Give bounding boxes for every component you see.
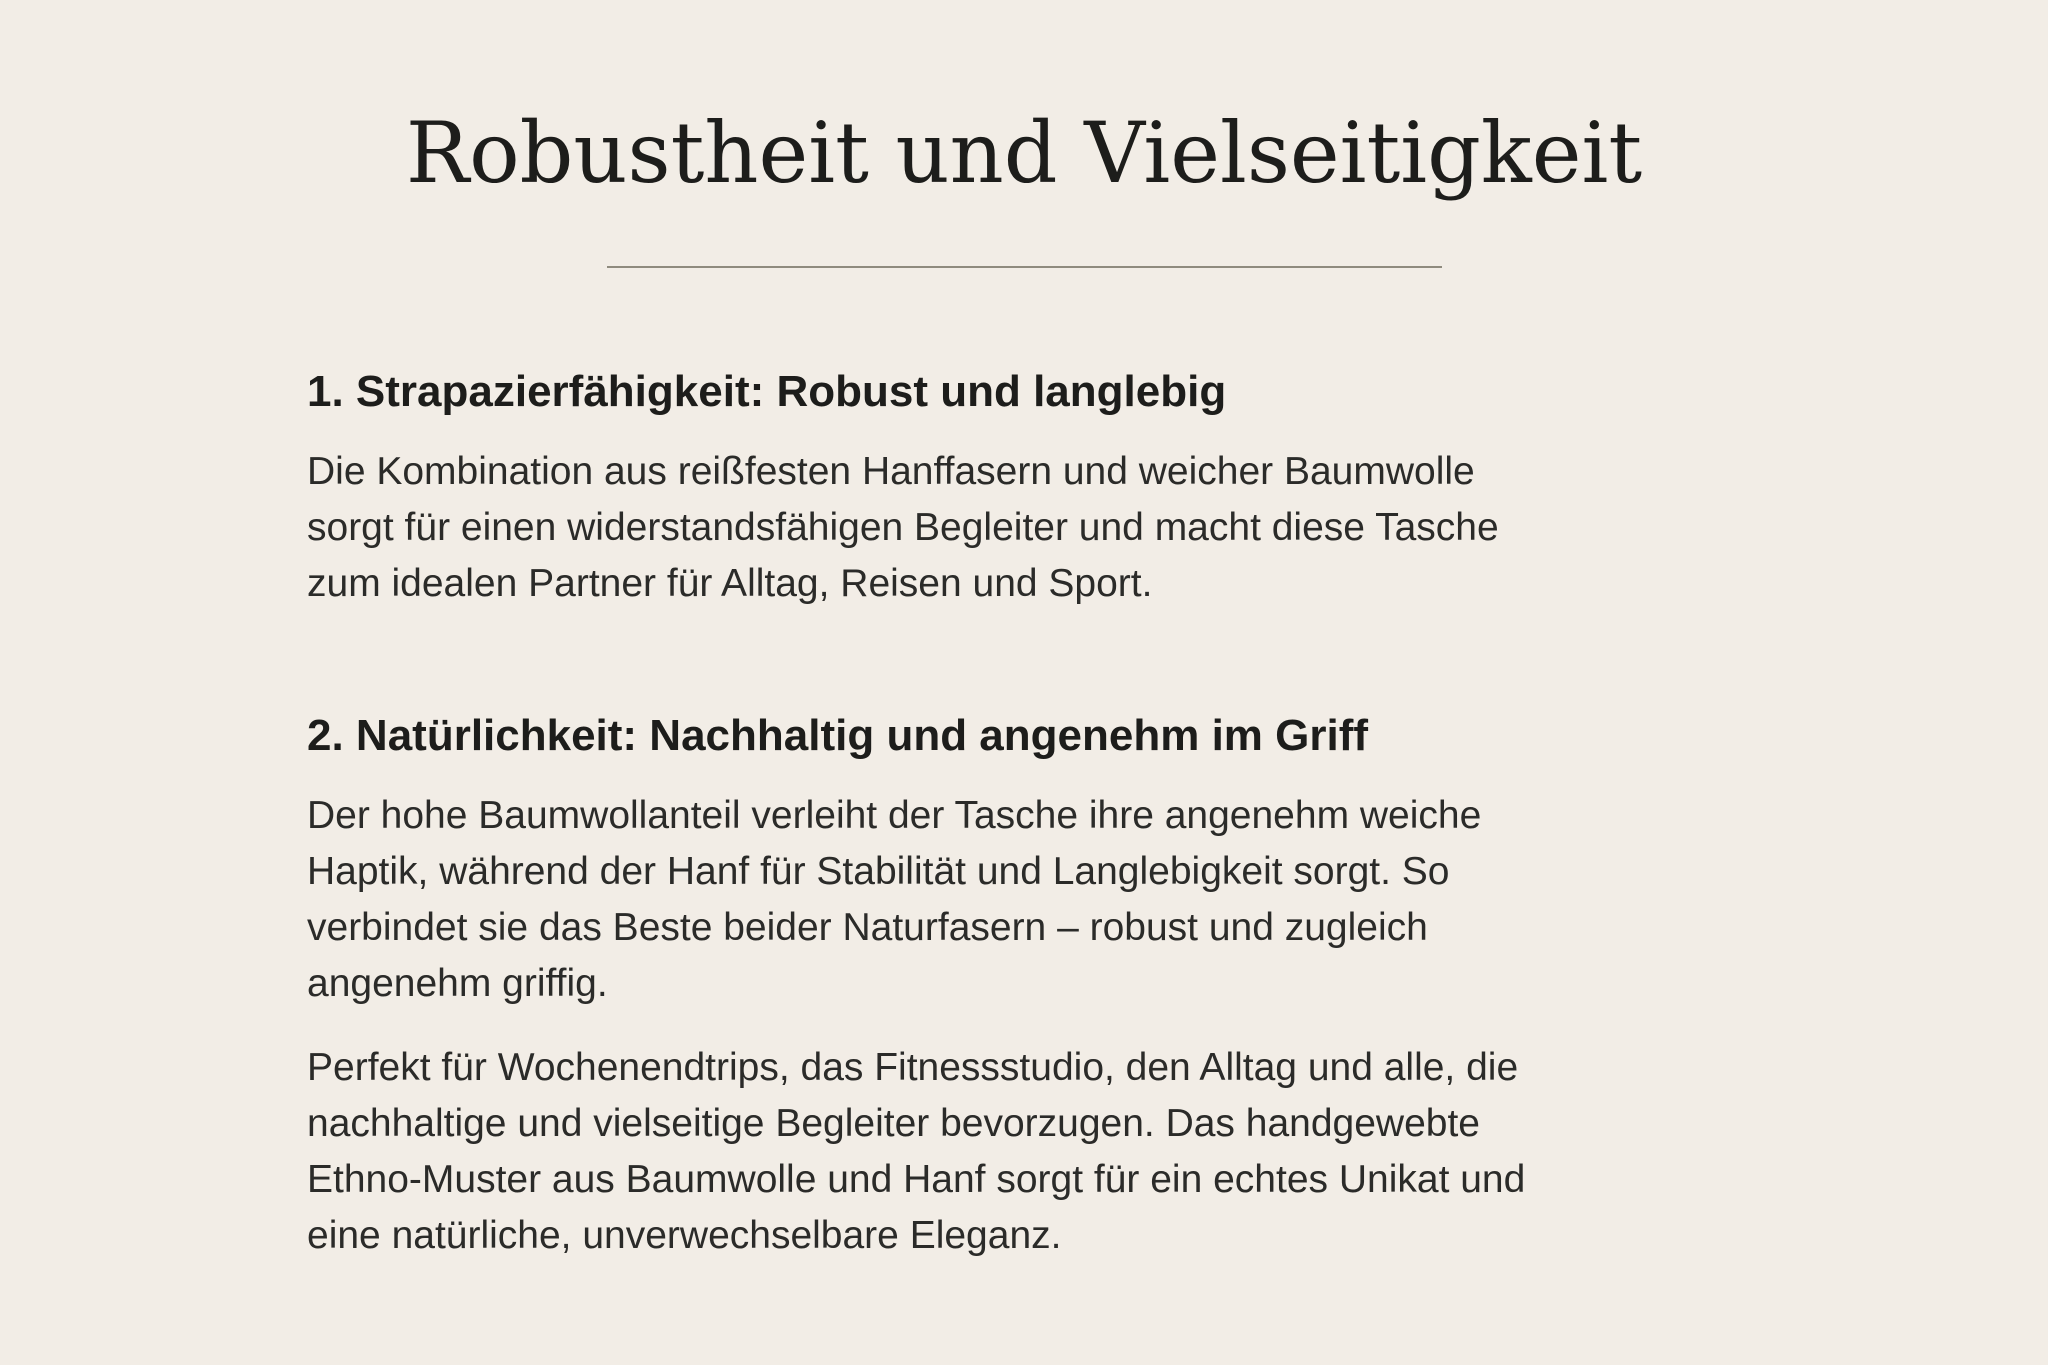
page-title: Robustheit und Vielseitigkeit: [405, 104, 1643, 202]
section-heading: 2. Natürlichkeit: Nachhaltig und angenehm im Griff: [307, 711, 1369, 760]
section-naturalness: [307, 704, 1567, 1264]
section-durability: [307, 360, 1567, 612]
section-paragraph: Perfekt für Wochenendtrips, das Fitnessstudio, den Alltag und alle, die nachhaltige und vielseitige Begleiter bevorzugen. Das handgewebte Ethno-Muster aus Baumwolle und Hanf sorgt für ein echtes Unikat und eine natürliche, unverwechselbare Eleganz.: [307, 1046, 1526, 1257]
section-paragraph: Der hohe Baumwollanteil verleiht der Tasche ihre angenehm weiche Haptik, während der Hanf für Stabilität und Langlebigkeit sorgt. So verbindet sie das Beste beider Naturfasern – robust und zugleich angenehm griffig.: [307, 794, 1482, 1005]
title-divider: [607, 266, 1442, 268]
section-paragraph: Die Kombination aus reißfesten Hanffasern und weicher Baumwolle sorgt für einen widerstandsfähigen Begleiter und macht diese Tasche zum idealen Partner für Alltag, Reisen und Sport.: [307, 450, 1499, 605]
content-area: [307, 360, 1567, 1356]
section-heading: 1. Strapazierfähigkeit: Robust und langlebig: [307, 367, 1227, 416]
